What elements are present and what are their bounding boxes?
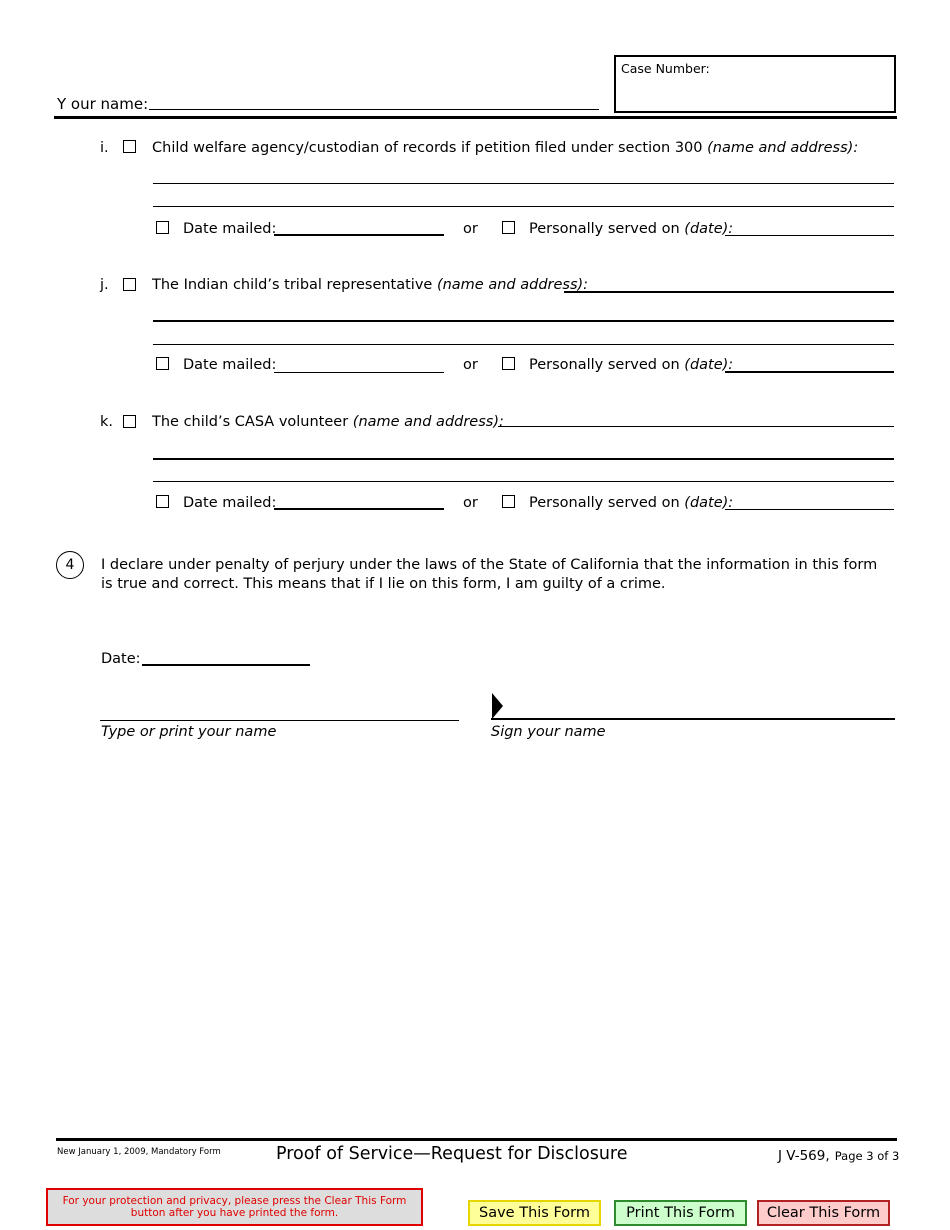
item-j-checkbox[interactable] [123, 278, 136, 291]
item-j-date-mailed-checkbox[interactable] [156, 357, 169, 370]
item-i-or: or [463, 221, 478, 237]
item-k-personally-served-field[interactable] [725, 509, 894, 510]
signature-field[interactable] [491, 718, 895, 720]
item-j-date-mailed-label: Date mailed: [183, 357, 277, 373]
your-name-field[interactable] [149, 109, 599, 110]
print-form-button[interactable]: Print This Form [614, 1200, 747, 1226]
item-i-address-line-2[interactable] [153, 206, 894, 207]
item-j-date-mailed-field[interactable] [274, 372, 444, 373]
item-k-address-line-1[interactable] [153, 458, 894, 460]
header-rule [54, 116, 897, 119]
item-k-label: The child’s CASA volunteer (name and address): [152, 414, 504, 430]
item-j-or: or [463, 357, 478, 373]
item-j-address-field-inline[interactable] [564, 291, 894, 293]
case-number-box[interactable] [614, 55, 896, 113]
item-j-address-line-2[interactable] [153, 344, 894, 345]
item-i-personally-served-label: Personally served on (date): [529, 221, 734, 237]
item-k-personally-served-checkbox[interactable] [502, 495, 515, 508]
item-j-personally-served-checkbox[interactable] [502, 357, 515, 370]
item-j-personally-served-label: Personally served on (date): [529, 357, 734, 373]
item-j-address-line-1[interactable] [153, 320, 894, 322]
item-i-personally-served-checkbox[interactable] [502, 221, 515, 234]
item-j-personally-served-field[interactable] [725, 371, 894, 373]
form-revision: New January 1, 2009, Mandatory Form [57, 1147, 221, 1157]
case-number-label: Case Number: [621, 61, 710, 76]
type-name-caption: Type or print your name [101, 724, 277, 740]
item-k-letter: k. [100, 414, 114, 430]
item-k-date-mailed-checkbox[interactable] [156, 495, 169, 508]
form-title: Proof of Service—Request for Disclosure [276, 1144, 628, 1164]
item-k-date-mailed-label: Date mailed: [183, 495, 277, 511]
clear-form-button[interactable]: Clear This Form [757, 1200, 890, 1226]
item-i-date-mailed-field[interactable] [274, 234, 444, 236]
item-i-date-mailed-label: Date mailed: [183, 221, 277, 237]
item-i-label: Child welfare agency/custodian of records if petition filed under section 300 (name and address): [152, 140, 859, 156]
privacy-notice-line-2: button after you have printed the form. [130, 1207, 339, 1219]
item-k-personally-served-label: Personally served on (date): [529, 495, 734, 511]
form-number: J V-569, [778, 1148, 830, 1164]
form-number-page [778, 1145, 899, 1164]
item-k-address-line-2[interactable] [153, 481, 894, 482]
footer-rule [56, 1138, 897, 1141]
item-k-address-field-inline[interactable] [498, 426, 894, 427]
item-i-letter: i. [100, 140, 109, 156]
item-4-number: 4 [56, 551, 84, 579]
privacy-notice [46, 1188, 423, 1226]
your-name-label: Y our name: [57, 95, 149, 113]
signature-arrow-icon [492, 693, 504, 719]
page-number: Page 3 of 3 [834, 1149, 900, 1163]
declaration-line-2: is true and correct. This means that if I lie on this form, I am guilty of a crime. [101, 576, 666, 592]
type-name-field[interactable] [100, 720, 459, 721]
item-j-letter: j. [100, 277, 109, 293]
item-j-label: The Indian child’s tribal representative (name and address): [152, 277, 589, 293]
date-field[interactable] [142, 664, 310, 666]
sign-name-caption: Sign your name [491, 724, 606, 740]
item-i-checkbox[interactable] [123, 140, 136, 153]
item-i-address-line-1[interactable] [153, 183, 894, 184]
item-i-date-mailed-checkbox[interactable] [156, 221, 169, 234]
item-k-checkbox[interactable] [123, 415, 136, 428]
item-k-or: or [463, 495, 478, 511]
declaration-line-1: I declare under penalty of perjury under the laws of the State of California that the information in this form [101, 557, 878, 573]
privacy-notice-line-1: For your protection and privacy, please press the Clear This Form [62, 1195, 407, 1207]
item-i-personally-served-field[interactable] [725, 235, 894, 236]
save-form-button[interactable]: Save This Form [468, 1200, 601, 1226]
date-label: Date: [101, 651, 141, 667]
item-k-date-mailed-field[interactable] [274, 508, 444, 510]
